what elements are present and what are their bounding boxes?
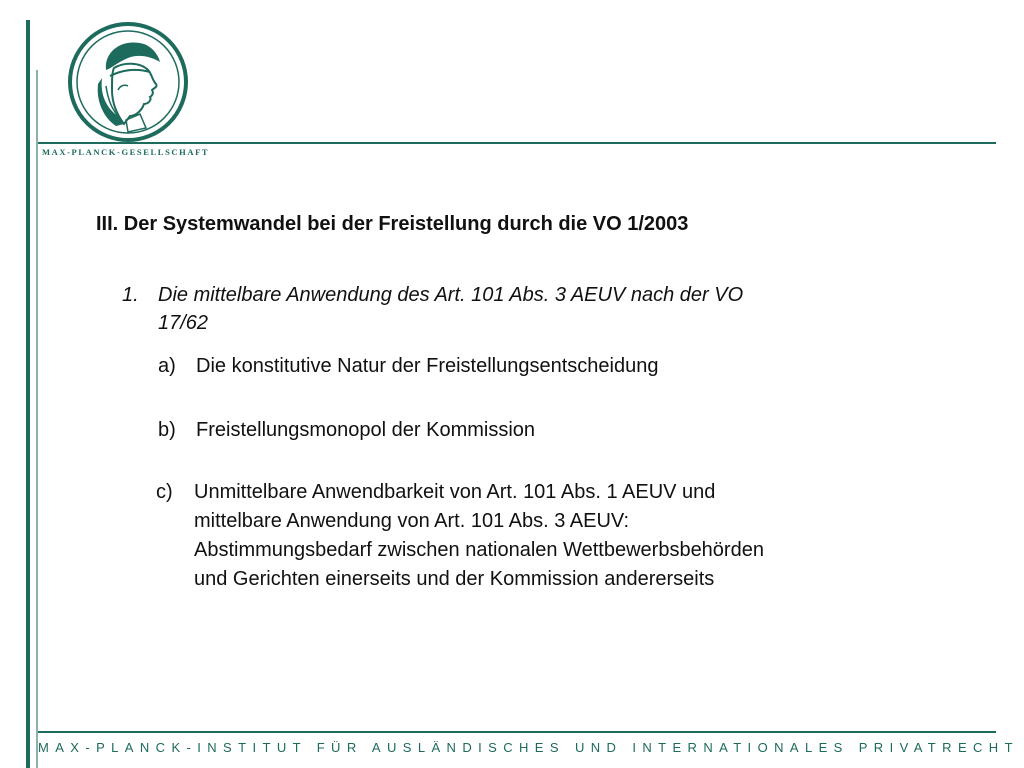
list-item-line: und Gerichten einerseits und der Kommission andererseits bbox=[194, 568, 715, 590]
institute-wordmark: MAX-PLANCK-INSTITUT FÜR AUSLÄNDISCHES UND INTERNATIONALES PRIVATRECHT bbox=[38, 740, 1019, 755]
list-item bbox=[158, 352, 658, 381]
list-item-line: Abstimmungsbedarf zwischen nationalen Wettbewerbsbehörden bbox=[194, 539, 764, 561]
list-item-line: mittelbare Anwendung von Art. 101 Abs. 3 AEUV: bbox=[194, 510, 630, 532]
section-title bbox=[122, 281, 942, 337]
left-accent-line bbox=[36, 70, 38, 768]
section-number: 1. bbox=[122, 284, 139, 306]
list-marker: a) bbox=[158, 355, 176, 377]
minerva-head-icon bbox=[66, 20, 190, 144]
society-wordmark: MAX-PLANCK-GESELLSCHAFT bbox=[42, 147, 210, 157]
footer-rule bbox=[38, 731, 996, 733]
list-marker: c) bbox=[156, 481, 173, 503]
section-title-line2: 17/62 bbox=[158, 312, 209, 334]
left-accent-bar bbox=[26, 20, 30, 768]
list-marker: b) bbox=[158, 419, 176, 441]
list-item bbox=[158, 416, 535, 445]
slide-heading: III. Der Systemwandel bei der Freistellung durch die VO 1/2003 bbox=[96, 213, 689, 235]
section-title-line1: Die mittelbare Anwendung des Art. 101 Abs. 3 AEUV nach der VO bbox=[158, 284, 744, 306]
list-item-line: Unmittelbare Anwendbarkeit von Art. 101 Abs. 1 AEUV und bbox=[194, 481, 716, 503]
list-item-text: Die konstitutive Natur der Freistellungsentscheidung bbox=[196, 355, 659, 377]
list-item bbox=[156, 478, 976, 594]
list-item-text: Freistellungsmonopol der Kommission bbox=[196, 419, 536, 441]
